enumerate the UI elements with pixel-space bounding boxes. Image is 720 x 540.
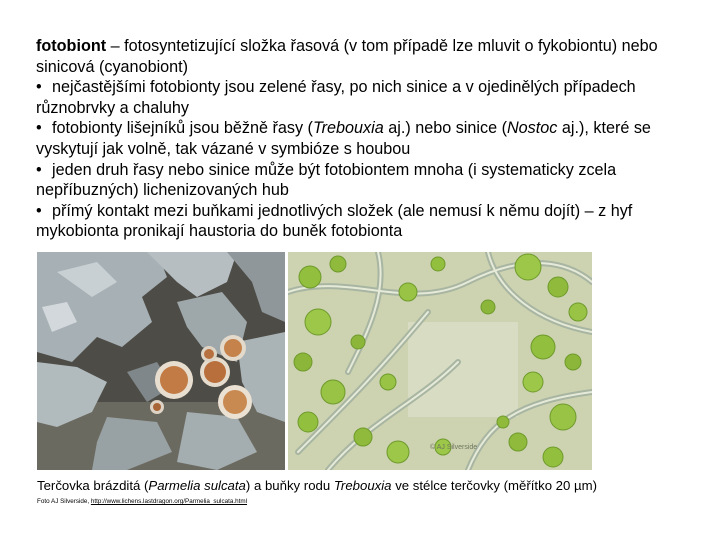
bullet-mark: • (36, 119, 42, 138)
trebouxia-micrograph (288, 252, 592, 470)
genus-nostoc: Nostoc (506, 119, 558, 138)
bullet-2 (36, 118, 696, 159)
term-fotobiont: fotobiont (36, 37, 107, 55)
caption-text-b: ) a buňky rodu (245, 478, 334, 493)
bullet-mark: • (36, 78, 42, 97)
bullet-4-text: přímý kontakt mezi buňkami jednotlivých složek (ale nemusí k němu dojít) – z hyf mykobionta pronikají haustoria do buněk fotobionta (36, 201, 633, 241)
micrograph-drawing (288, 252, 592, 470)
bullet-4 (36, 201, 696, 242)
lichen-photo (37, 252, 285, 470)
photo-watermark: © AJ Silverside (430, 444, 478, 451)
caption-species: Parmelia sulcata (148, 478, 246, 493)
lichen-photo-drawing (37, 252, 285, 470)
caption-text-c: ve stélce terčovky (měřítko 20 µm) (391, 478, 597, 493)
bullet-1 (36, 77, 696, 118)
bullet-2-text-a: fotobionty lišejníků jsou běžně řasy ( (52, 119, 313, 138)
genus-trebouxia: Trebouxia (312, 119, 384, 138)
caption-genus: Trebouxia (333, 478, 392, 493)
bullet-2-text-c: aj.), které se vyskytují jak volně, tak vázané v symbióze s houbou (36, 119, 651, 158)
credit-link[interactable]: http://www.lichens.lastdragon.org/Parmelia_sulcata.html (90, 498, 248, 505)
bullet-2-text-b: aj.) nebo sinice ( (383, 119, 507, 138)
bullet-1-text: nejčastějšími fotobionty jsou zelené řasy, po nich sinice a v ojedinělých případech různobrvky a chaluhy (36, 78, 636, 117)
figure-caption (37, 478, 597, 494)
intro-paragraph (36, 36, 696, 77)
credit-prefix: Foto AJ Silverside, (37, 498, 91, 505)
bullet-mark: • (36, 160, 42, 179)
caption-text-a: Terčovka brázditá ( (37, 478, 149, 493)
photo-credit (37, 498, 247, 506)
bullet-mark: • (36, 201, 42, 220)
bullet-3 (36, 160, 696, 201)
text-block (36, 36, 696, 242)
intro-definition: – fotosyntetizující složka řasová (v tom případě lze mluvit o fykobiontu) nebo sinicová (cyanobiont) (36, 37, 658, 76)
bullet-3-text: jeden druh řasy nebo sinice může být fotobiontem mnoha (i systematicky zcela nepříbuzných) lichenizovaných hub (36, 160, 617, 200)
